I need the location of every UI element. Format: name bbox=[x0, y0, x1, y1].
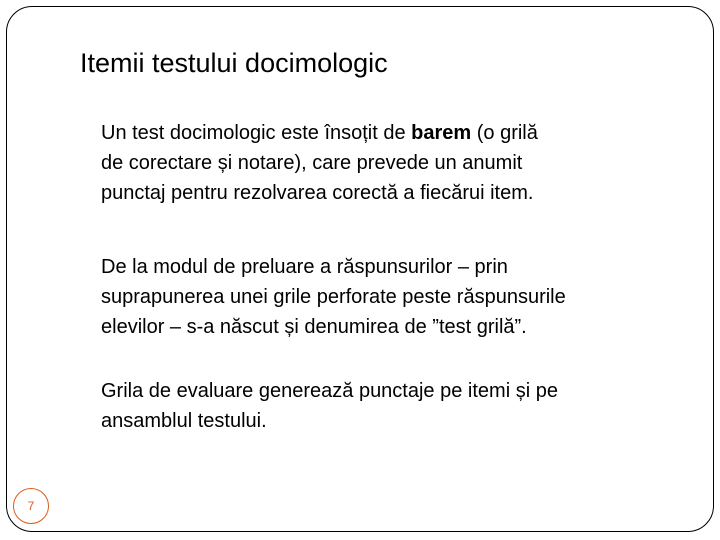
paragraph-line: de corectare și notare), care prevede un anumit bbox=[101, 152, 523, 174]
page-number: 7 bbox=[27, 499, 35, 513]
text-segment: (o grilă bbox=[471, 122, 538, 144]
paragraph-test-grila bbox=[101, 252, 701, 342]
slide-title: Itemii testului docimologic bbox=[80, 48, 388, 78]
paragraph-line: De la modul de preluare a răspunsurilor – prin bbox=[101, 256, 508, 278]
paragraph-line: punctaj pentru rezolvarea corectă a fiecărui item. bbox=[101, 182, 534, 204]
paragraph-line: elevilor – s-a născut și denumirea de ”test grilă”. bbox=[101, 316, 527, 338]
paragraph-line: suprapunerea unei grile perforate peste răspunsurile bbox=[101, 286, 566, 308]
page-number-badge bbox=[13, 488, 49, 524]
bold-term-barem: barem bbox=[411, 122, 472, 144]
paragraph-line: Grila de evaluare generează punctaje pe itemi și pe bbox=[101, 380, 558, 402]
paragraph-line: ansamblul testului. bbox=[101, 410, 267, 432]
paragraph-grila-evaluare bbox=[101, 376, 701, 436]
paragraph-line bbox=[101, 118, 701, 148]
paragraph-barem bbox=[101, 118, 701, 208]
text-segment: Un test docimologic este însoțit de bbox=[101, 122, 412, 144]
